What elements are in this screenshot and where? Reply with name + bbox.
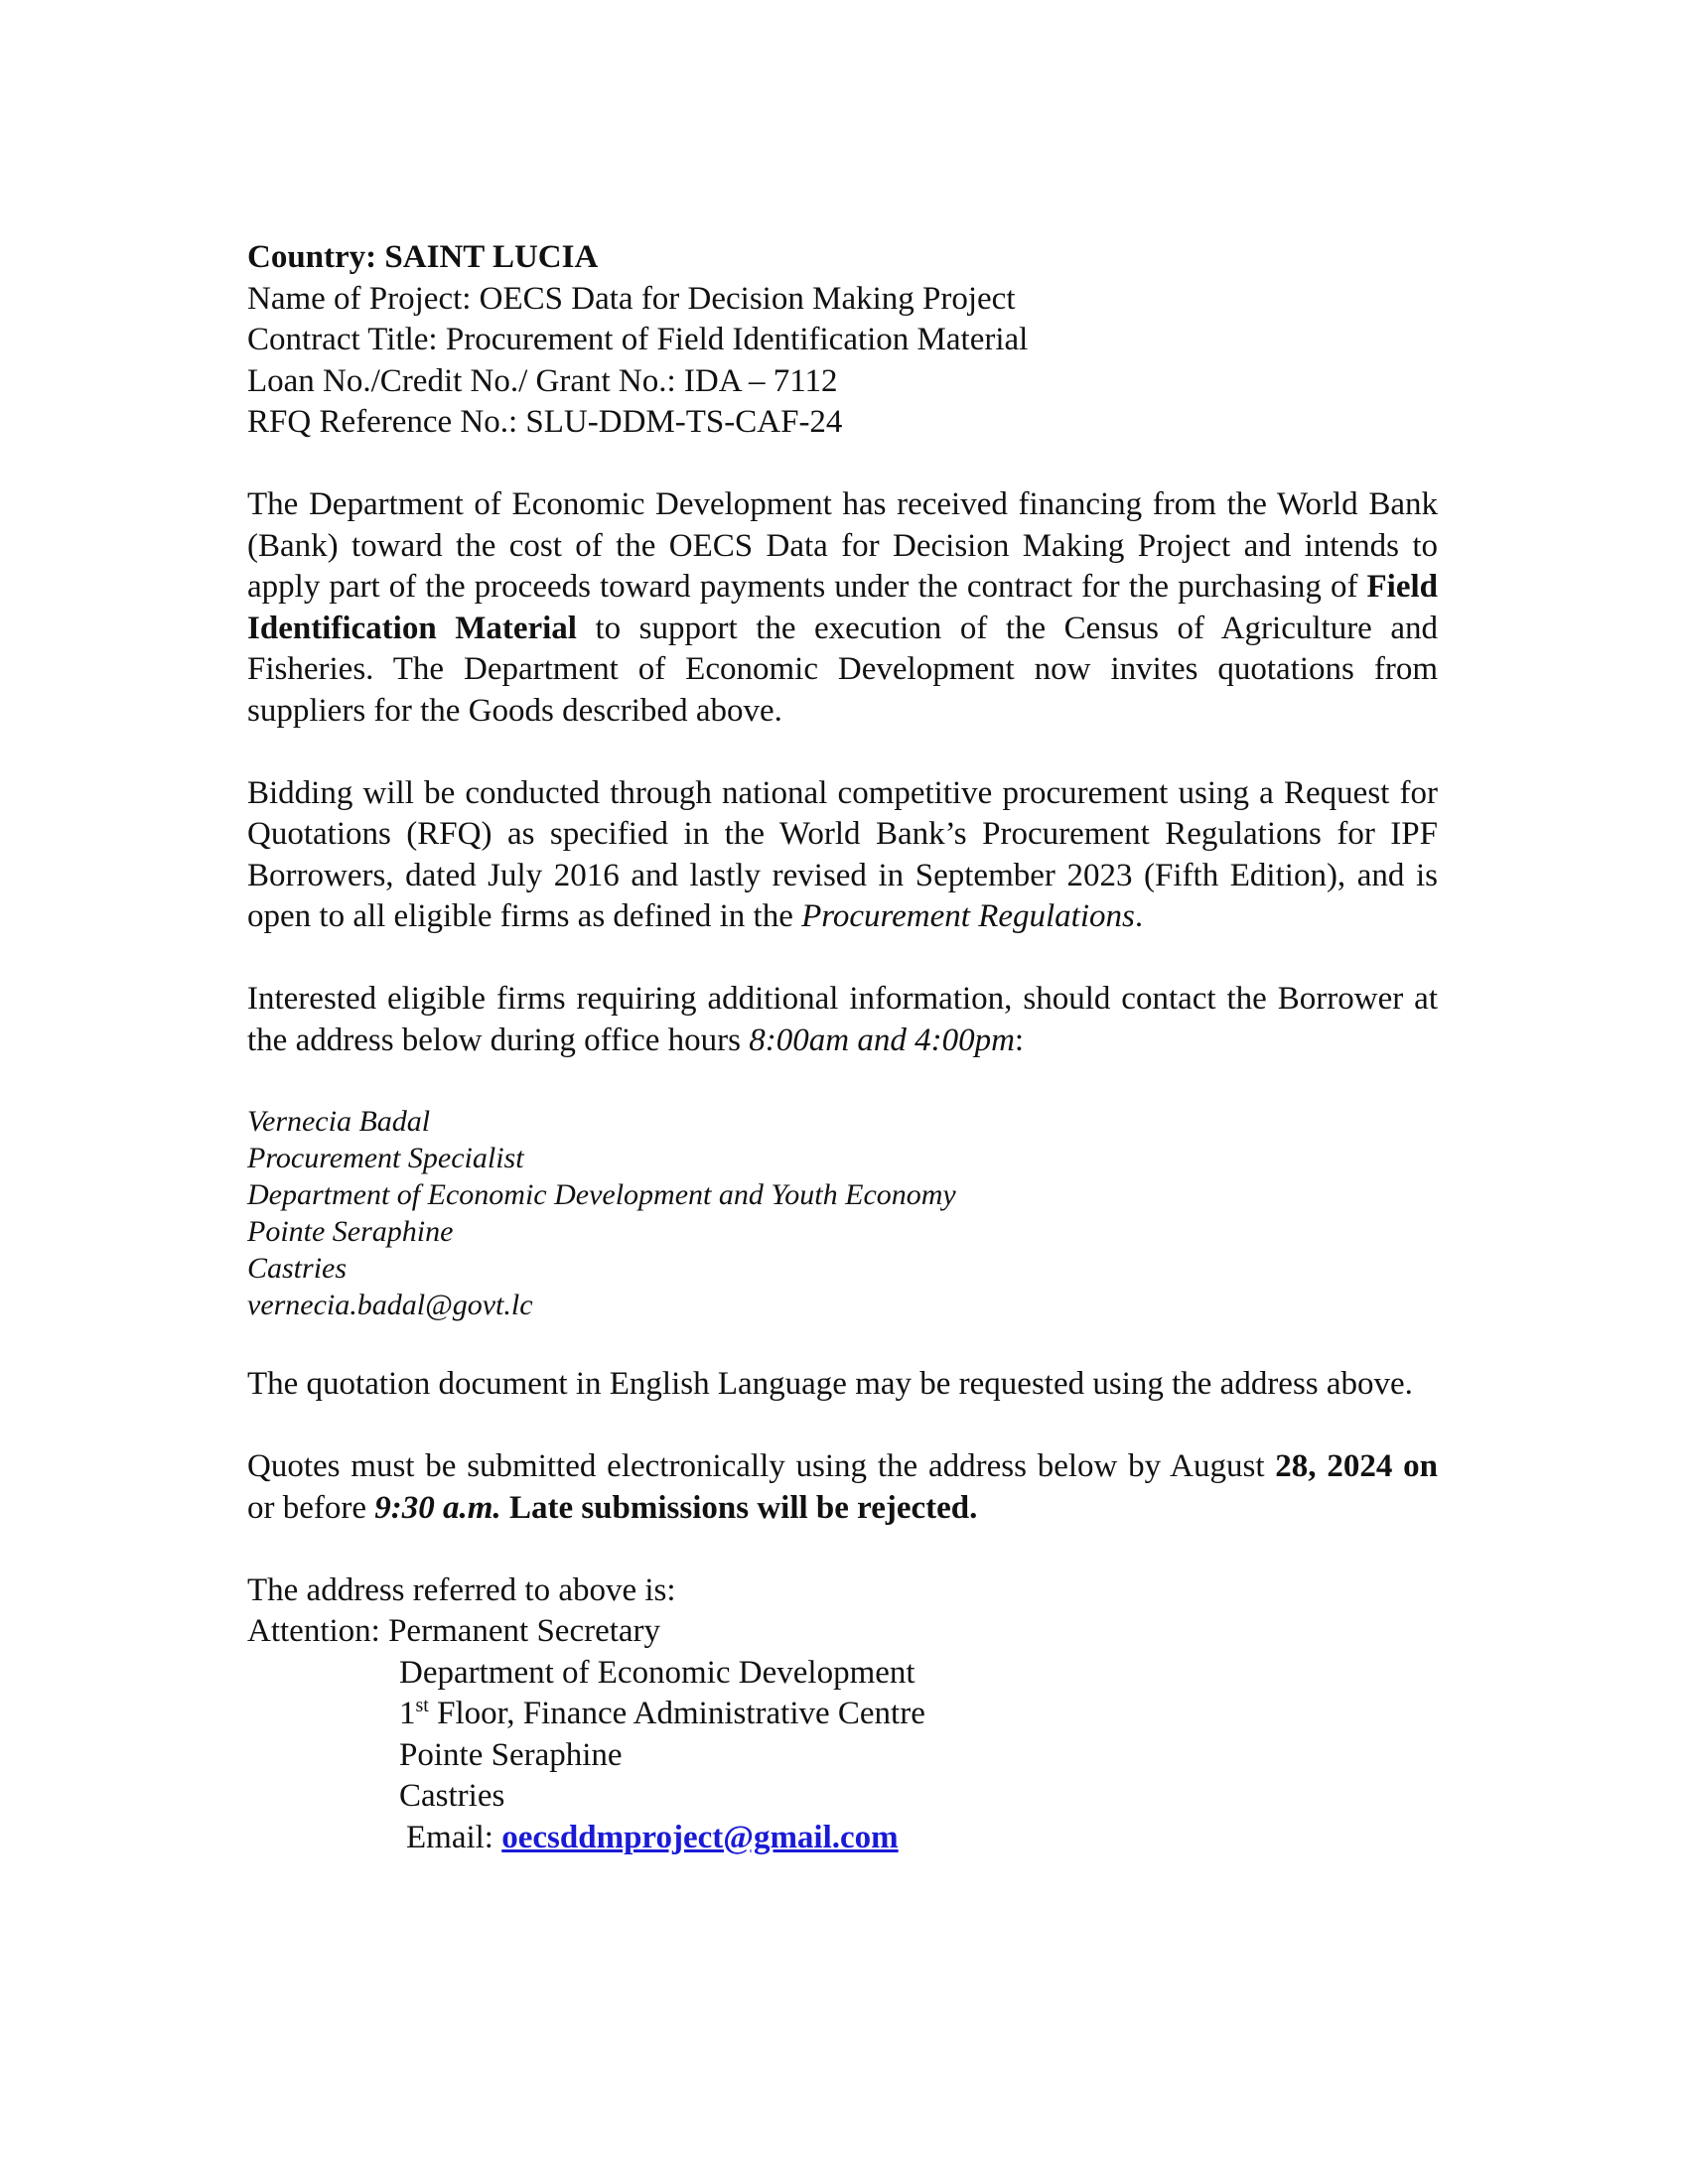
document-request-paragraph: The quotation document in English Language may be requested using the address above. [247, 1366, 1413, 1402]
contact-block [247, 1103, 1438, 1323]
deadline-date: 28, 2024 on [1275, 1448, 1438, 1484]
project-line: Name of Project: OECS Data for Decision Making Project [247, 280, 1016, 317]
contact-title: Procurement Specialist [247, 1141, 524, 1174]
deadline-time: 9:30 a.m. [374, 1489, 501, 1526]
address-email-line [247, 1818, 1438, 1859]
address-floor [247, 1694, 1438, 1735]
contact-location: Pointe Seraphine [247, 1214, 454, 1248]
rfq-reference-line: RFQ Reference No.: SLU-DDM-TS-CAF-24 [247, 404, 843, 440]
office-hours: 8:00am and 4:00pm [749, 1022, 1015, 1058]
submission-email-link[interactable]: oecsddmproject@gmail.com [501, 1819, 899, 1855]
contact-city: Castries [247, 1251, 348, 1285]
submission-deadline-paragraph [247, 1446, 1438, 1529]
deadline-text-1: Quotes must be submitted electronically using the address below by August [247, 1448, 1276, 1484]
contract-title-line: Contract Title: Procurement of Field Identification Material [247, 322, 1029, 357]
attention-value: Permanent Secretary [388, 1613, 661, 1649]
contact-department: Department of Economic Development and Youth Economy [247, 1177, 956, 1211]
address-intro: The address referred to above is: [247, 1571, 676, 1608]
country-value: SAINT LUCIA [384, 239, 599, 275]
contact-instructions-end: : [1014, 1022, 1025, 1058]
attention-line [247, 1611, 1438, 1653]
address-department: Department of Economic Development [399, 1654, 915, 1691]
contact-email: vernecia.badal@govt.lc [247, 1288, 533, 1321]
late-submission-warning: Late submissions will be rejected. [508, 1489, 978, 1526]
contact-name: Vernecia Badal [247, 1104, 431, 1138]
bidding-text-2: . [1134, 898, 1144, 934]
header-block [247, 237, 1438, 444]
bidding-text-1: Bidding will be conducted through national competitive procurement using a Request for Quotations (RFQ) as specified in the World Bank’s Procurement Regulations for IPF Borrowers, dated July 2016 and lastly revised in September 2023 (Fifth Edition), and is open to all eligible firms as defined in the [247, 774, 1438, 934]
bidding-paragraph [247, 773, 1438, 938]
goods-name: Field Identification Material [247, 569, 1438, 646]
floor-number: 1 [399, 1696, 416, 1731]
document-page [247, 237, 1438, 1858]
floor-building: Floor, Finance Administrative Centre [428, 1696, 925, 1731]
regulations-reference: Procurement Regulations [801, 898, 1135, 934]
contact-instructions-text: Interested eligible firms requiring additional information, should contact the Borrower at the address below during office hours [247, 981, 1438, 1058]
country-label: Country: [247, 239, 377, 275]
loan-number-line: Loan No./Credit No./ Grant No.: IDA – 7112 [247, 362, 838, 399]
contact-instructions-paragraph [247, 979, 1438, 1061]
email-label: Email: [406, 1819, 502, 1855]
submission-address-block [247, 1570, 1438, 1859]
country-line [247, 237, 1438, 279]
floor-ordinal: st [415, 1695, 429, 1716]
address-location: Pointe Seraphine [399, 1736, 623, 1773]
address-city: Castries [399, 1778, 505, 1814]
deadline-spacer [501, 1490, 509, 1526]
attention-label: Attention: [247, 1613, 389, 1649]
financing-text-1: The Department of Economic Development has received financing from the World Bank (Bank) toward the cost of the OECS Data for Decision Making Project and intends to apply part of the proceeds toward payments under the contract for the purchasing of [247, 486, 1438, 605]
deadline-text-2: or before [247, 1489, 375, 1526]
financing-text-2: to support the execution of the Census of Agriculture and Fisheries. The Department of Economic Development now invites quotations from suppliers for the Goods described above. [247, 610, 1439, 729]
financing-paragraph [247, 484, 1438, 732]
